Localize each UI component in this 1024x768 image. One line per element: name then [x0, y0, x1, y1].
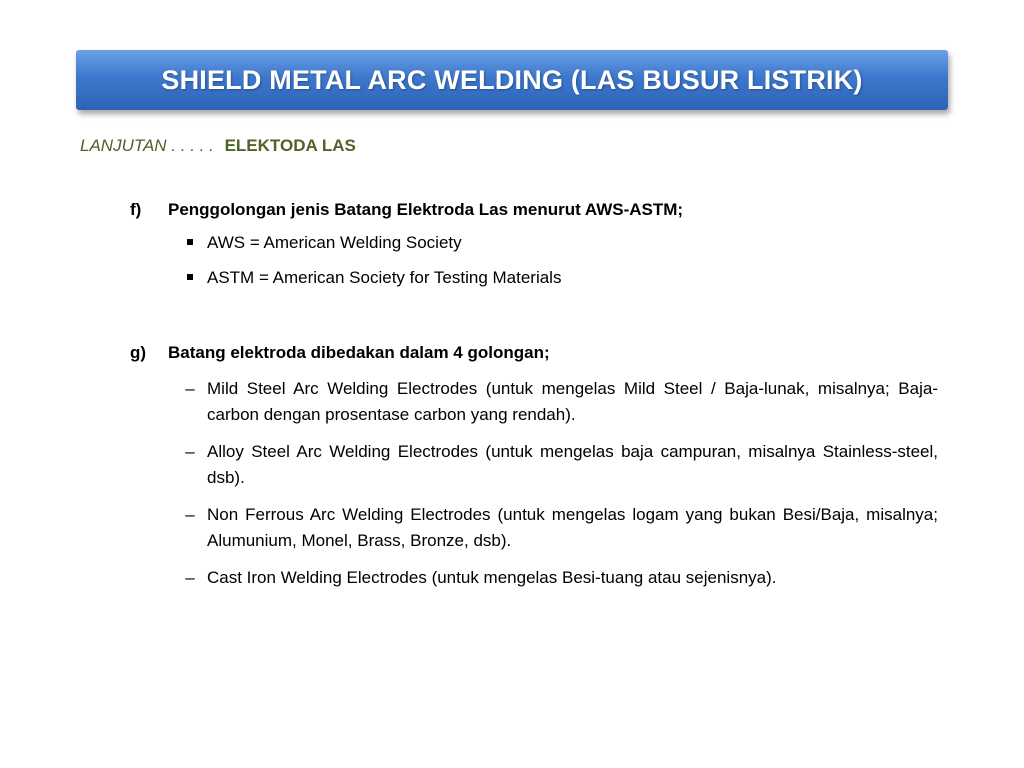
dash-bullet-icon: – — [185, 442, 195, 461]
section-heading — [130, 342, 938, 364]
dash-bullet-icon: – — [185, 568, 195, 587]
subtitle — [80, 136, 356, 156]
dash-bullet-icon: – — [185, 505, 195, 524]
list-item-text: Mild Steel Arc Welding Electrodes (untuk mengelas Mild Steel / Baja-lunak, misalnya; Baja-carbon dengan prosentase carbon yang rendah). — [207, 379, 938, 424]
list-item-text: ASTM = American Society for Testing Materials — [207, 268, 562, 287]
square-bullet-icon — [183, 230, 197, 256]
section-heading-text: Penggolongan jenis Batang Elektroda Las menurut AWS-ASTM; — [168, 200, 684, 219]
section-heading-text: Batang elektroda dibedakan dalam 4 golongan; — [168, 343, 550, 362]
section-heading — [130, 199, 938, 221]
list-item — [130, 265, 938, 291]
list-item — [130, 376, 938, 428]
list-item — [130, 565, 938, 591]
list-item — [130, 230, 938, 256]
topic-label: ELEKTODA LAS — [224, 136, 356, 155]
continuation-label: LANJUTAN . . . . . — [80, 136, 214, 155]
section-marker: f) — [130, 200, 142, 219]
list-item-text: Non Ferrous Arc Welding Electrodes (untuk mengelas logam yang bukan Besi/Baja, misalnya; Alumunium, Monel, Brass, Bronze, dsb). — [207, 505, 938, 550]
list-item-text: Alloy Steel Arc Welding Electrodes (untuk mengelas baja campuran, misalnya Stainless-steel, dsb). — [207, 442, 938, 487]
dash-bullet-icon: – — [185, 379, 195, 398]
list-item — [130, 439, 938, 491]
list-item — [130, 502, 938, 554]
section-g — [130, 342, 938, 602]
list-item-text: Cast Iron Welding Electrodes (untuk mengelas Besi-tuang atau sejenisnya). — [207, 568, 777, 587]
title-banner — [76, 50, 948, 110]
square-bullet-icon — [183, 265, 197, 291]
section-f — [130, 199, 938, 300]
list-item-text: AWS = American Welding Society — [207, 233, 462, 252]
section-marker: g) — [130, 343, 147, 362]
slide-title: SHIELD METAL ARC WELDING (LAS BUSUR LISTRIK) — [161, 64, 863, 95]
